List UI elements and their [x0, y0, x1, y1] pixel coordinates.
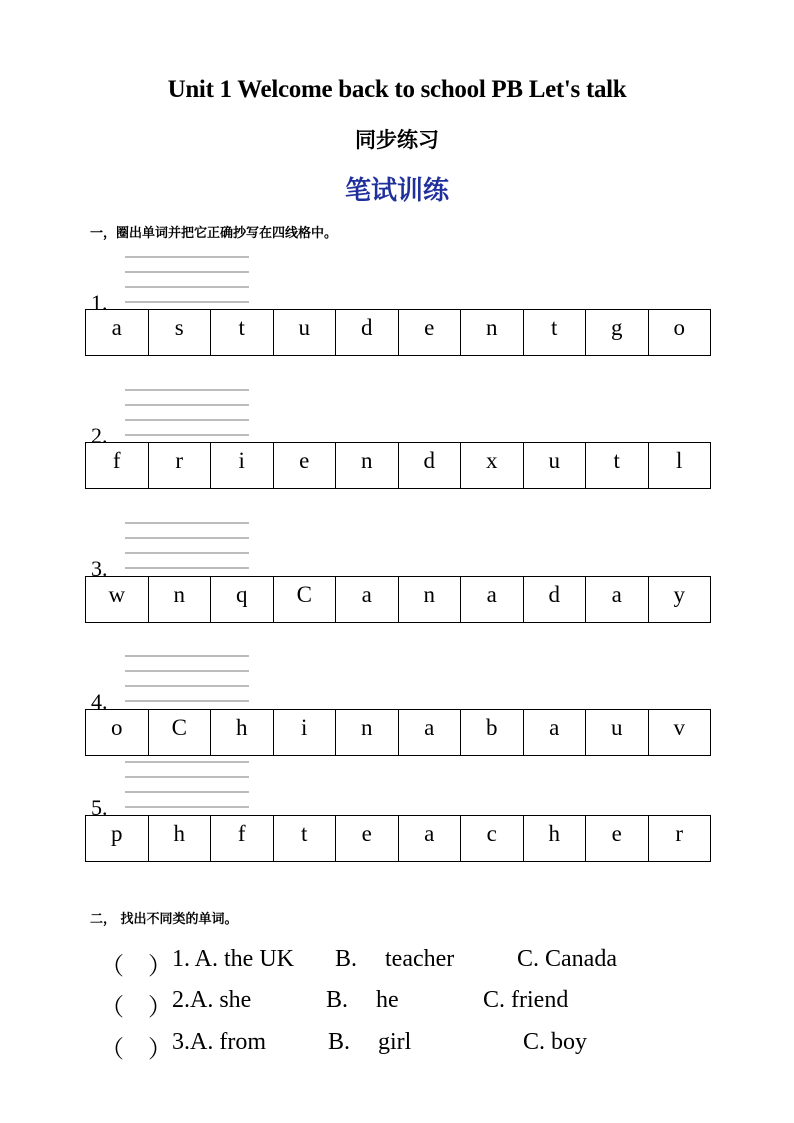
- letter-cell[interactable]: t: [211, 310, 274, 356]
- option-b-label: B.: [335, 946, 358, 972]
- letter-cell[interactable]: a: [399, 816, 462, 862]
- section1-heading: 一，圈出单词并把它正确抄写在四线格中。: [90, 226, 338, 241]
- letter-cell[interactable]: t: [274, 816, 337, 862]
- letter-cell[interactable]: i: [274, 710, 337, 756]
- four-line-grid[interactable]: [125, 761, 249, 809]
- option-b-word: girl: [378, 1029, 412, 1055]
- letter-cell[interactable]: u: [586, 710, 649, 756]
- row-number: 1.: [91, 290, 108, 315]
- letter-cell[interactable]: n: [336, 710, 399, 756]
- answer-paren[interactable]: （ ）: [100, 995, 172, 1021]
- letter-row: [85, 815, 711, 862]
- letter-cell[interactable]: e: [274, 443, 337, 489]
- letter-row: [85, 309, 711, 356]
- section2-heading: 二， 找出不同类的单词。: [90, 912, 238, 927]
- letter-cell[interactable]: h: [524, 816, 587, 862]
- letter-row: [85, 709, 711, 756]
- letter-cell[interactable]: h: [149, 816, 212, 862]
- letter-cell[interactable]: c: [461, 816, 524, 862]
- letter-cell[interactable]: o: [649, 310, 712, 356]
- option-c: C. friend: [483, 987, 569, 1013]
- letter-row: [85, 442, 711, 489]
- row-number: 5.: [91, 795, 108, 820]
- letter-cell[interactable]: t: [586, 443, 649, 489]
- letter-cell[interactable]: g: [586, 310, 649, 356]
- option-a: 1. A. the UK: [172, 946, 294, 972]
- four-line-grid[interactable]: [125, 522, 249, 570]
- row-number: 4.: [91, 689, 108, 714]
- letter-cell[interactable]: C: [149, 710, 212, 756]
- answer-paren[interactable]: （ ）: [100, 1037, 172, 1063]
- option-b-word: he: [376, 987, 399, 1013]
- four-line-grid[interactable]: [125, 256, 249, 304]
- option-b-label: B.: [326, 987, 349, 1013]
- answer-paren[interactable]: （ ）: [100, 954, 172, 980]
- option-a: 2.A. she: [172, 987, 252, 1013]
- letter-cell[interactable]: n: [461, 310, 524, 356]
- letter-cell[interactable]: u: [524, 443, 587, 489]
- letter-cell[interactable]: y: [649, 577, 712, 623]
- letter-cell[interactable]: d: [399, 443, 462, 489]
- letter-cell[interactable]: e: [586, 816, 649, 862]
- letter-cell[interactable]: w: [86, 577, 149, 623]
- letter-cell[interactable]: a: [524, 710, 587, 756]
- letter-cell[interactable]: e: [399, 310, 462, 356]
- letter-cell[interactable]: q: [211, 577, 274, 623]
- letter-cell[interactable]: f: [211, 816, 274, 862]
- section-label: 笔试训练: [344, 176, 449, 206]
- option-c: C. boy: [523, 1029, 588, 1055]
- option-b-word: teacher: [385, 946, 455, 972]
- letter-cell[interactable]: s: [149, 310, 212, 356]
- letter-cell[interactable]: d: [524, 577, 587, 623]
- letter-cell[interactable]: o: [86, 710, 149, 756]
- option-c: C. Canada: [517, 946, 617, 972]
- letter-cell[interactable]: u: [274, 310, 337, 356]
- page-subtitle: 同步练习: [355, 128, 439, 152]
- row-number: 3.: [91, 556, 108, 581]
- letter-cell[interactable]: a: [461, 577, 524, 623]
- letter-cell[interactable]: p: [86, 816, 149, 862]
- letter-cell[interactable]: n: [399, 577, 462, 623]
- letter-cell[interactable]: e: [336, 816, 399, 862]
- letter-cell[interactable]: a: [399, 710, 462, 756]
- option-a: 3.A. from: [172, 1029, 266, 1055]
- letter-cell[interactable]: r: [649, 816, 712, 862]
- row-number: 2.: [91, 423, 108, 448]
- letter-cell[interactable]: i: [211, 443, 274, 489]
- letter-cell[interactable]: n: [336, 443, 399, 489]
- letter-cell[interactable]: n: [149, 577, 212, 623]
- letter-cell[interactable]: a: [86, 310, 149, 356]
- page-title: Unit 1 Welcome back to school PB Let's talk: [167, 76, 627, 103]
- letter-cell[interactable]: h: [211, 710, 274, 756]
- letter-row: [85, 576, 711, 623]
- letter-cell[interactable]: a: [336, 577, 399, 623]
- letter-cell[interactable]: C: [274, 577, 337, 623]
- letter-cell[interactable]: l: [649, 443, 712, 489]
- four-line-grid[interactable]: [125, 389, 249, 437]
- letter-cell[interactable]: b: [461, 710, 524, 756]
- option-b-label: B.: [328, 1029, 351, 1055]
- letter-cell[interactable]: t: [524, 310, 587, 356]
- letter-cell[interactable]: d: [336, 310, 399, 356]
- four-line-grid[interactable]: [125, 655, 249, 703]
- letter-cell[interactable]: v: [649, 710, 712, 756]
- letter-cell[interactable]: r: [149, 443, 212, 489]
- letter-cell[interactable]: x: [461, 443, 524, 489]
- letter-cell[interactable]: a: [586, 577, 649, 623]
- letter-cell[interactable]: f: [86, 443, 149, 489]
